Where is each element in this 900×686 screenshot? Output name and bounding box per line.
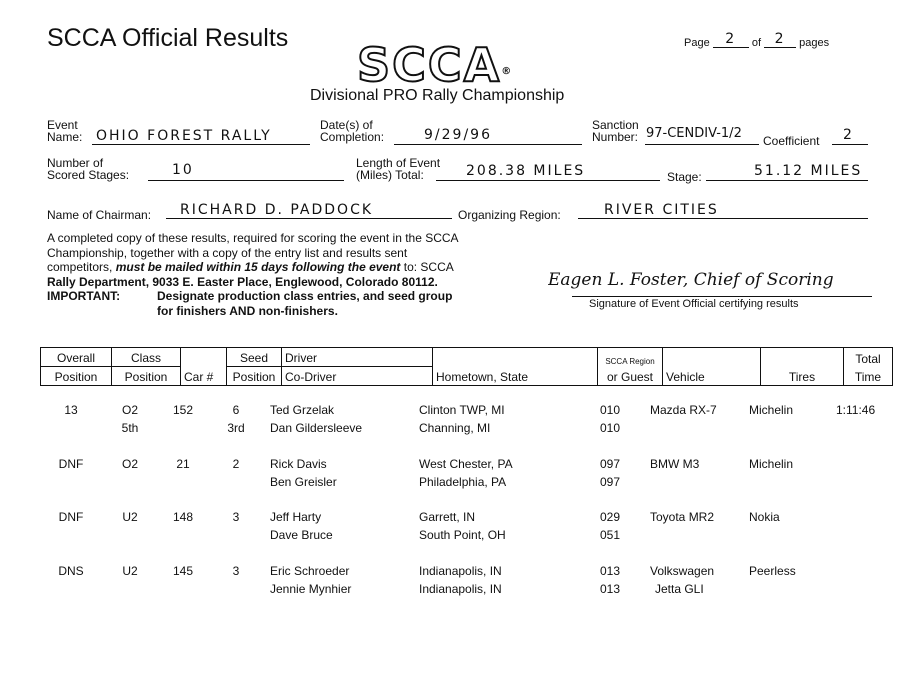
instructions-block	[47, 231, 517, 318]
header-co-driver: Co-Driver	[282, 367, 433, 386]
header-class: Class	[112, 348, 181, 367]
page-title: SCCA Official Results	[47, 24, 289, 52]
result-cls2: 5th	[121, 421, 139, 435]
coefficient-underline	[832, 144, 868, 145]
results-table-header	[40, 347, 893, 386]
result-region1: 029	[600, 510, 621, 524]
header-or-guest: or Guest	[598, 367, 663, 386]
header-tires-top	[761, 348, 844, 367]
header-seed: Seed	[227, 348, 282, 367]
result-codriver: Ben Greisler	[270, 474, 337, 489]
pages-label: pages	[799, 37, 830, 49]
result-time: 1:11:46	[836, 403, 876, 417]
sanction-number-label: Sanction Number:	[592, 118, 639, 144]
page-total: 2	[764, 31, 796, 48]
header-seed-position: Position	[227, 367, 282, 386]
chairman-underline	[166, 218, 452, 219]
signature-underline	[572, 296, 872, 297]
result-cls: O2	[121, 403, 138, 417]
instructions-line-3: competitors, must be mailed within 15 days following the event to: SCCA	[47, 260, 454, 274]
header-row-bottom	[41, 367, 893, 386]
result-tires: Peerless	[749, 563, 796, 578]
scored-stages-label: Number of Scored Stages:	[47, 156, 130, 182]
header-hometown-top	[433, 348, 598, 367]
header-vehicle: Vehicle	[663, 367, 761, 386]
header-overall-position: Position	[41, 367, 112, 386]
important-note: IMPORTANT: Designate production class entries, and seed group	[47, 289, 453, 303]
header-overall: Overall	[41, 348, 112, 367]
header-vehicle-top	[663, 348, 761, 367]
result-region2: 051	[600, 528, 621, 542]
event-name-underline	[92, 144, 310, 145]
result-codriver: Dan Gildersleeve	[270, 421, 363, 435]
result-car: 152	[172, 403, 194, 417]
result-seed: 3	[232, 563, 240, 578]
result-region1: 010	[600, 403, 621, 417]
result-vehicle1: Volkswagen	[650, 563, 715, 578]
header-total: Total	[844, 348, 893, 367]
scored-stages-value: 10	[172, 162, 194, 178]
event-name-value: OHIO FOREST RALLY	[96, 128, 272, 144]
result-car: 145	[172, 563, 194, 578]
result-region2: 097	[600, 474, 621, 489]
chairman-value: RICHARD D. PADDOCK	[180, 202, 374, 218]
coefficient-value: 2	[843, 127, 854, 143]
instructions-line-2: Championship, together with a copy of the entry list and results sent	[47, 245, 408, 260]
result-seed2: 3rd	[227, 421, 245, 435]
result-seed: 2	[232, 456, 240, 471]
result-cls: O2	[121, 456, 138, 471]
result-cls: U2	[122, 563, 138, 578]
stage-length-value: 51.12 MILES	[754, 163, 863, 179]
coefficient-label: Coefficient	[763, 134, 820, 148]
result-tires: Nokia	[749, 510, 780, 524]
result-tires: Michelin	[749, 456, 794, 471]
completion-date-value: 9/29/96	[424, 127, 492, 143]
instructions-line-1: A completed copy of these results, required for scoring the event in the SCCA	[47, 231, 459, 245]
chairman-label: Name of Chairman:	[47, 208, 152, 222]
result-driver: Ted Grzelak	[270, 403, 335, 417]
organizing-region-value: RIVER CITIES	[604, 202, 719, 218]
page-indicator	[684, 31, 884, 51]
result-town1: Indianapolis, IN	[419, 563, 502, 578]
result-seed: 3	[232, 510, 240, 524]
result-town2: South Point, OH	[419, 528, 506, 542]
result-codriver: Jennie Mynhier	[270, 581, 352, 596]
result-region1: 013	[600, 563, 621, 578]
result-seed: 6	[232, 403, 240, 417]
result-region2: 010	[600, 421, 621, 435]
result-car: 21	[176, 456, 190, 471]
event-length-value: 208.38 MILES	[466, 163, 586, 179]
registered-mark: ®	[501, 66, 514, 77]
header-time: Time	[844, 367, 893, 386]
event-length-underline	[436, 180, 660, 181]
header-class-position: Position	[112, 367, 181, 386]
header-car-top	[181, 348, 227, 367]
result-region1: 097	[600, 456, 621, 471]
stage-length-label: Stage:	[667, 170, 702, 184]
completion-date-underline	[394, 144, 582, 145]
organizing-region-underline	[578, 218, 868, 219]
of-label: of	[751, 37, 762, 49]
signature-caption: Signature of Event Official certifying results	[589, 298, 799, 310]
header-driver: Driver	[282, 348, 433, 367]
result-vehicle1: Mazda RX-7	[650, 403, 717, 417]
header-region: SCCA Region	[598, 348, 663, 367]
sanction-number-value: 97-CENDIV-1/2	[646, 126, 742, 141]
championship-subtitle: Divisional PRO Rally Championship	[310, 87, 565, 104]
result-town1: Garrett, IN	[419, 510, 476, 524]
header-row-top	[41, 348, 893, 367]
header-tires: Tires	[761, 367, 844, 386]
result-cls: U2	[122, 510, 138, 524]
official-signature: Eagen L. Foster, Chief of Scoring	[548, 270, 834, 290]
result-town2: Indianapolis, IN	[419, 581, 502, 596]
instructions-line-4: Rally Department, 9033 E. Easter Place, Englewood, Colorado 80112.	[47, 274, 438, 289]
result-overall: DNF	[58, 456, 84, 471]
sanction-number-underline	[645, 144, 759, 145]
result-town1: West Chester, PA	[419, 456, 513, 471]
result-driver: Jeff Harty	[270, 510, 322, 524]
result-town1: Clinton TWP, MI	[419, 403, 505, 417]
event-length-label: Length of Event (Miles) Total:	[356, 156, 441, 182]
result-car: 148	[172, 510, 194, 524]
result-town2: Philadelphia, PA	[419, 474, 507, 489]
stage-length-underline	[706, 180, 868, 181]
result-overall: 13	[64, 403, 78, 417]
important-note-2: for finishers AND non-finishers.	[157, 303, 338, 318]
result-driver: Rick Davis	[270, 456, 327, 471]
result-region2: 013	[600, 581, 621, 596]
result-vehicle2: Jetta GLI	[655, 581, 704, 596]
result-town2: Channing, MI	[419, 421, 491, 435]
organizing-region-label: Organizing Region:	[458, 208, 561, 222]
result-driver: Eric Schroeder	[270, 563, 350, 578]
scored-stages-underline	[148, 180, 344, 181]
result-tires: Michelin	[749, 403, 794, 417]
page-number: 2	[713, 31, 749, 48]
logo-text: SCCA	[357, 38, 502, 92]
completion-date-label: Date(s) of Completion:	[320, 118, 385, 144]
result-overall: DNS	[58, 563, 84, 578]
page-label: Page	[684, 37, 710, 49]
result-vehicle1: Toyota MR2	[650, 510, 715, 524]
result-vehicle1: BMW M3	[650, 456, 700, 471]
header-car-number: Car #	[181, 367, 227, 386]
result-codriver: Dave Bruce	[270, 528, 333, 542]
event-name-label: Event Name:	[47, 118, 83, 144]
header-hometown: Hometown, State	[433, 367, 598, 386]
scca-logo	[357, 38, 513, 92]
result-overall: DNF	[58, 510, 84, 524]
